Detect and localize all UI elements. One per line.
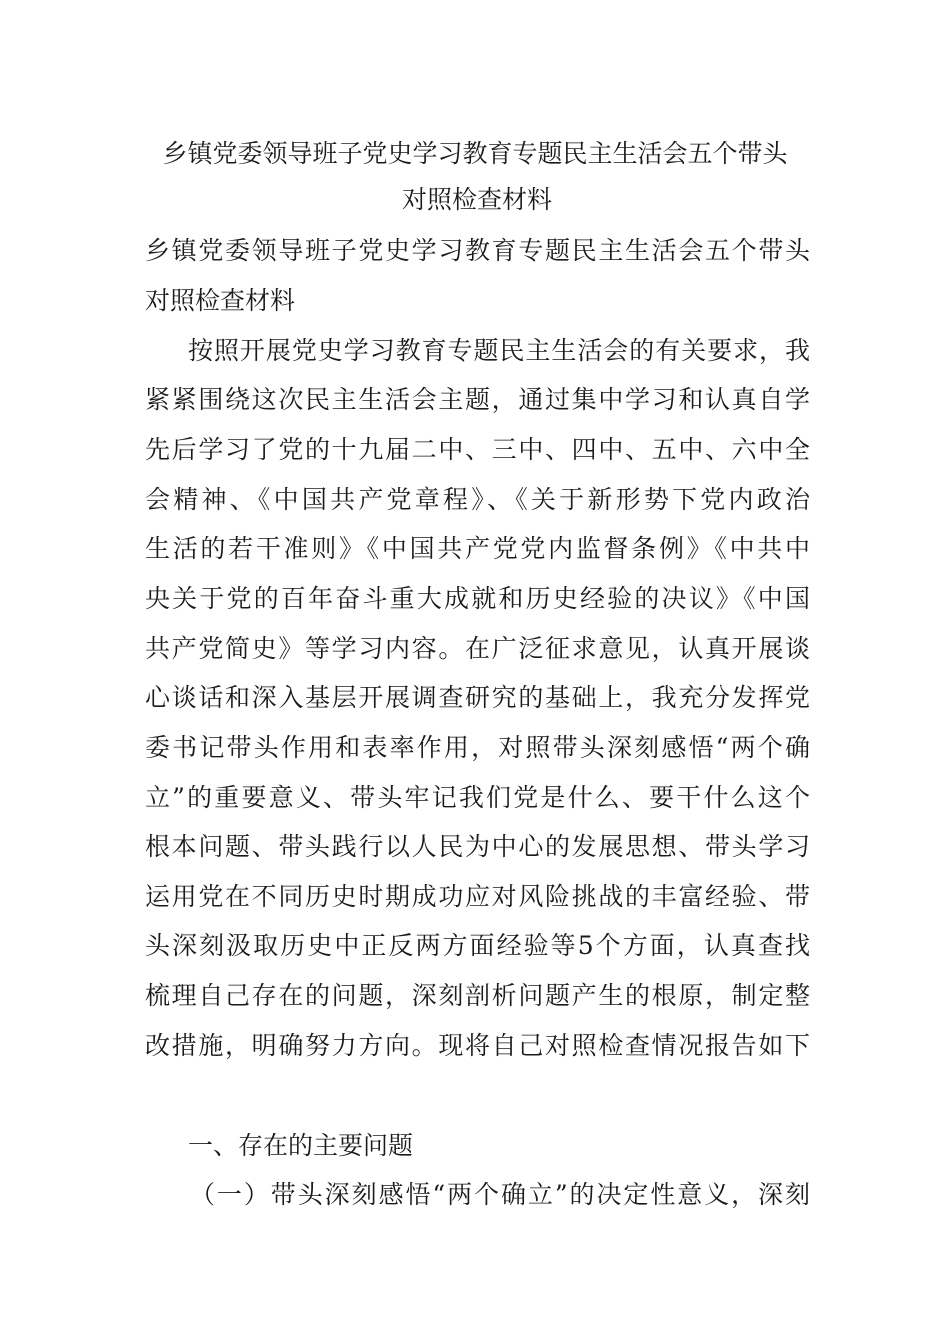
sub-heading: （一）带头深刻感悟“两个确立”的决定性意义，深刻 (190, 1180, 810, 1209)
document-title-line-1: 乡镇党委领导班子党史学习教育专题民主生活会五个带头 (162, 139, 788, 168)
body-line-13: 头深刻汲取历史中正反两方面经验等5个方面，认真查找 (145, 931, 810, 960)
repeat-title-line-1: 乡镇党委领导班子党史学习教育专题民主生活会五个带头 (145, 236, 810, 265)
body-line-12: 运用党在不同历史时期成功应对风险挑战的丰富经验、带 (145, 882, 810, 911)
document-title-line-2: 对照检查材料 (401, 185, 552, 214)
body-line-5: 生活的若干准则》《中国共产党党内监督条例》《中共中 (145, 534, 810, 563)
body-line-14: 梳理自己存在的问题，深刻剖析问题产生的根原，制定整 (145, 981, 810, 1010)
body-line-1: 按照开展党史学习教育专题民主生活会的有关要求，我 (188, 336, 810, 365)
body-line-10: 立”的重要意义、带头牢记我们党是什么、要干什么这个 (145, 783, 810, 812)
body-line-2: 紧紧围绕这次民主生活会主题，通过集中学习和认真自学 (145, 385, 810, 414)
body-line-8: 心谈话和深入基层开展调查研究的基础上，我充分发挥党 (145, 683, 810, 712)
repeat-title-line-2: 对照检查材料 (145, 286, 296, 315)
body-line-11: 根本问题、带头践行以人民为中心的发展思想、带头学习 (145, 832, 810, 861)
body-line-6: 央关于党的百年奋斗重大成就和历史经验的决议》《中国 (145, 584, 810, 613)
body-line-7: 共产党简史》等学习内容。在广泛征求意见，认真开展谈 (145, 634, 810, 663)
body-line-4: 会精神、《中国共产党章程》、《关于新形势下党内政治 (145, 485, 810, 514)
body-line-9: 委书记带头作用和表率作用，对照带头深刻感悟“两个确 (145, 733, 810, 762)
section-heading: 一、存在的主要问题 (188, 1131, 414, 1160)
body-line-15: 改措施，明确努力方向。现将自己对照检查情况报告如下 (145, 1031, 810, 1060)
body-line-3: 先后学习了党的十九届二中、三中、四中、五中、六中全 (145, 435, 810, 464)
